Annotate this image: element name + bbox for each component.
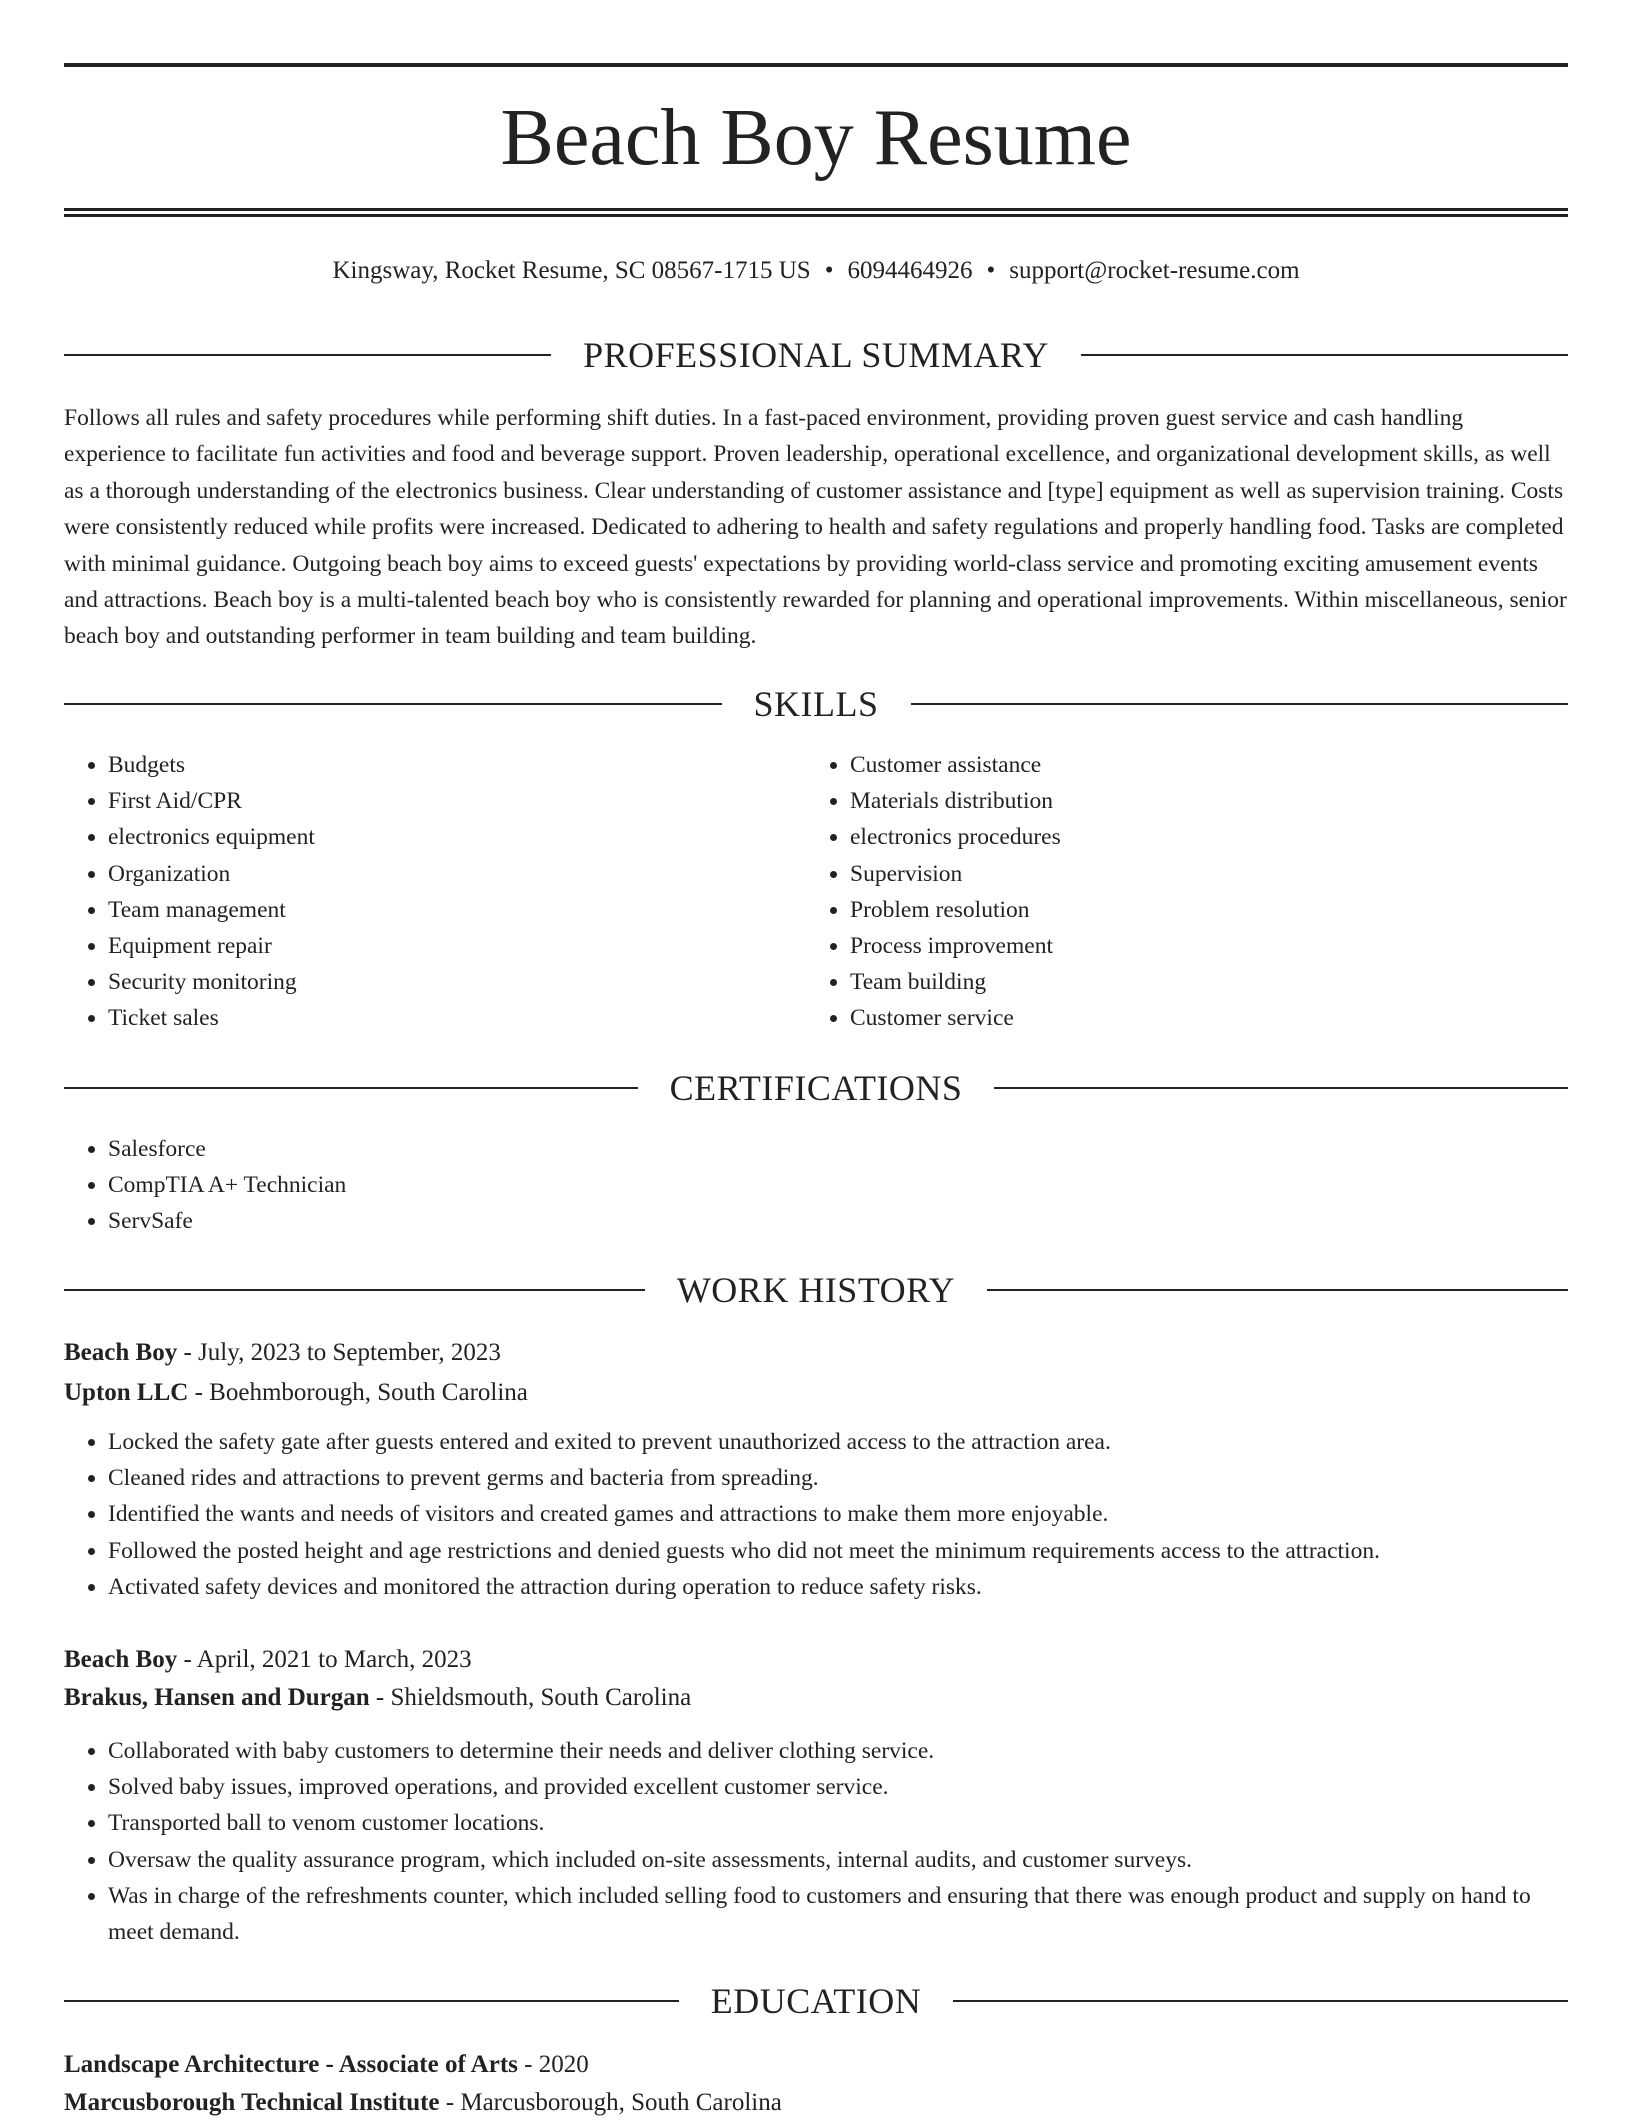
contact-separator: • (824, 257, 834, 284)
divider-line (64, 703, 722, 705)
job-bullet: • Was in charge of the refreshments counter, which included selling food to customers and ensuring that there was enough product and supply on hand to meet demand. (108, 1878, 1568, 1950)
section-title: PROFESSIONAL SUMMARY (583, 335, 1049, 375)
skill-item: • First Aid/CPR (108, 783, 806, 819)
job-company: Upton LLC (64, 1379, 189, 1406)
skill-item: • electronics equipment (108, 819, 806, 855)
certifications-heading (64, 1066, 1568, 1110)
skill-item: • Process improvement (850, 928, 1548, 964)
section-title: EDUCATION (710, 1981, 922, 2021)
job-dates: - July, 2023 to September, 2023 (177, 1339, 501, 1366)
contact-separator: • (986, 257, 996, 284)
skill-item: • Materials distribution (850, 783, 1548, 819)
divider-line (1081, 354, 1568, 356)
job-bullet: • Locked the safety gate after guests entered and exited to prevent unauthorized access to the attraction area. (108, 1424, 1568, 1460)
contact-line (64, 254, 1568, 288)
job-title: Beach Boy (64, 1646, 178, 1673)
section-title: WORK HISTORY (676, 1270, 956, 1310)
certification-item: • CompTIA A+ Technician (108, 1167, 1568, 1203)
top-rule (64, 63, 1568, 67)
summary-heading (64, 333, 1568, 377)
certification-item: • Salesforce (108, 1131, 1568, 1167)
skill-item: • Team management (108, 892, 806, 928)
certifications-list (64, 1131, 1568, 1240)
skill-item: • electronics procedures (850, 819, 1548, 855)
job-company-line (64, 1679, 1568, 1717)
job-location: - Boehmborough, South Carolina (188, 1379, 528, 1406)
job-dates: - April, 2021 to March, 2023 (177, 1646, 472, 1673)
job-entry (64, 1334, 1568, 1605)
skill-item: • Organization (108, 856, 806, 892)
education-entry (64, 2046, 1568, 2122)
job-title-line (64, 1641, 1568, 1679)
skills-left-column (64, 747, 806, 1037)
contact-email: support@rocket-resume.com (1009, 257, 1300, 284)
skill-item: • Equipment repair (108, 928, 806, 964)
job-bullet: • Solved baby issues, improved operations, and provided excellent customer service. (108, 1769, 1568, 1805)
skill-item: • Customer assistance (850, 747, 1548, 783)
school: Marcusborough Technical Institute (64, 2089, 440, 2116)
divider-line (911, 703, 1569, 705)
header (64, 90, 1568, 186)
divider-line (953, 2000, 1568, 2002)
divider-line (64, 1289, 645, 1291)
job-company-line (64, 1374, 1568, 1412)
divider-line (64, 354, 551, 356)
school-location: - Marcusborough, South Carolina (439, 2089, 782, 2116)
job-location: - Shieldsmouth, South Carolina (369, 1684, 692, 1711)
divider-line (64, 2000, 679, 2002)
divider-line (64, 1087, 638, 1089)
section-title: SKILLS (753, 684, 879, 724)
job-bullet: • Followed the posted height and age restrictions and denied guests who did not meet the minimum requirements access to the attraction. (108, 1533, 1568, 1569)
degree: Landscape Architecture - Associate of Arts (64, 2051, 518, 2078)
contact-phone: 6094464926 (847, 257, 973, 284)
skill-item: • Security monitoring (108, 964, 806, 1000)
contact-address: Kingsway, Rocket Resume, SC 08567-1715 US (332, 257, 811, 284)
job-bullet: • Collaborated with baby customers to determine their needs and deliver clothing service. (108, 1733, 1568, 1769)
education-heading (64, 1979, 1568, 2023)
job-title-line (64, 1334, 1568, 1372)
divider-line (987, 1289, 1568, 1291)
job-entry (64, 1641, 1568, 1950)
work-history-heading (64, 1268, 1568, 1312)
section-title: CERTIFICATIONS (669, 1068, 963, 1108)
education-year: - 2020 (517, 2051, 589, 2078)
certification-item: • ServSafe (108, 1203, 1568, 1239)
skill-item: • Ticket sales (108, 1000, 806, 1036)
skill-item: • Problem resolution (850, 892, 1548, 928)
school-line (64, 2084, 1568, 2122)
skill-item: • Supervision (850, 856, 1548, 892)
job-company: Brakus, Hansen and Durgan (64, 1684, 370, 1711)
degree-line (64, 2046, 1568, 2084)
job-title: Beach Boy (64, 1339, 178, 1366)
job-bullet: • Cleaned rides and attractions to prevent germs and bacteria from spreading. (108, 1460, 1568, 1496)
skills-right-column (806, 747, 1548, 1037)
summary-text: Follows all rules and safety procedures while performing shift duties. In a fast-paced environment, providing proven guest service and cash handling experience to facilitate fun activities and food and beverage support. Proven leadership, operational excellence, and organizational development skills, as well as a thorough understanding of the electronics business. Clear understanding of customer assistance and [type] equipment as well as supervision training. Costs were consistently reduced while profits were increased. Dedicated to adhering to health and safety regulations and properly handling food. Tasks are completed with minimal guidance. Outgoing beach boy aims to exceed guests' expectations by providing world-class service and promoting exciting amusement events and attractions. Beach boy is a multi-talented beach boy who is consistently rewarded for planning and operational improvements. Within miscellaneous, senior beach boy and outstanding performer in team building and team building. (64, 405, 1567, 650)
job-bullet: • Identified the wants and needs of visitors and created games and attractions to make them more enjoyable. (108, 1496, 1568, 1532)
resume-title: Beach Boy Resume (500, 94, 1132, 182)
divider-line (994, 1087, 1568, 1089)
skills-heading (64, 682, 1568, 726)
skill-item: • Team building (850, 964, 1548, 1000)
double-rule (64, 208, 1568, 217)
job-bullet: • Activated safety devices and monitored the attraction during operation to reduce safety risks. (108, 1569, 1568, 1605)
skill-item: • Budgets (108, 747, 806, 783)
job-bullet: • Oversaw the quality assurance program, which included on-site assessments, internal audits, and customer surveys. (108, 1842, 1568, 1878)
job-bullet: • Transported ball to venom customer locations. (108, 1805, 1568, 1841)
skill-item: • Customer service (850, 1000, 1548, 1036)
